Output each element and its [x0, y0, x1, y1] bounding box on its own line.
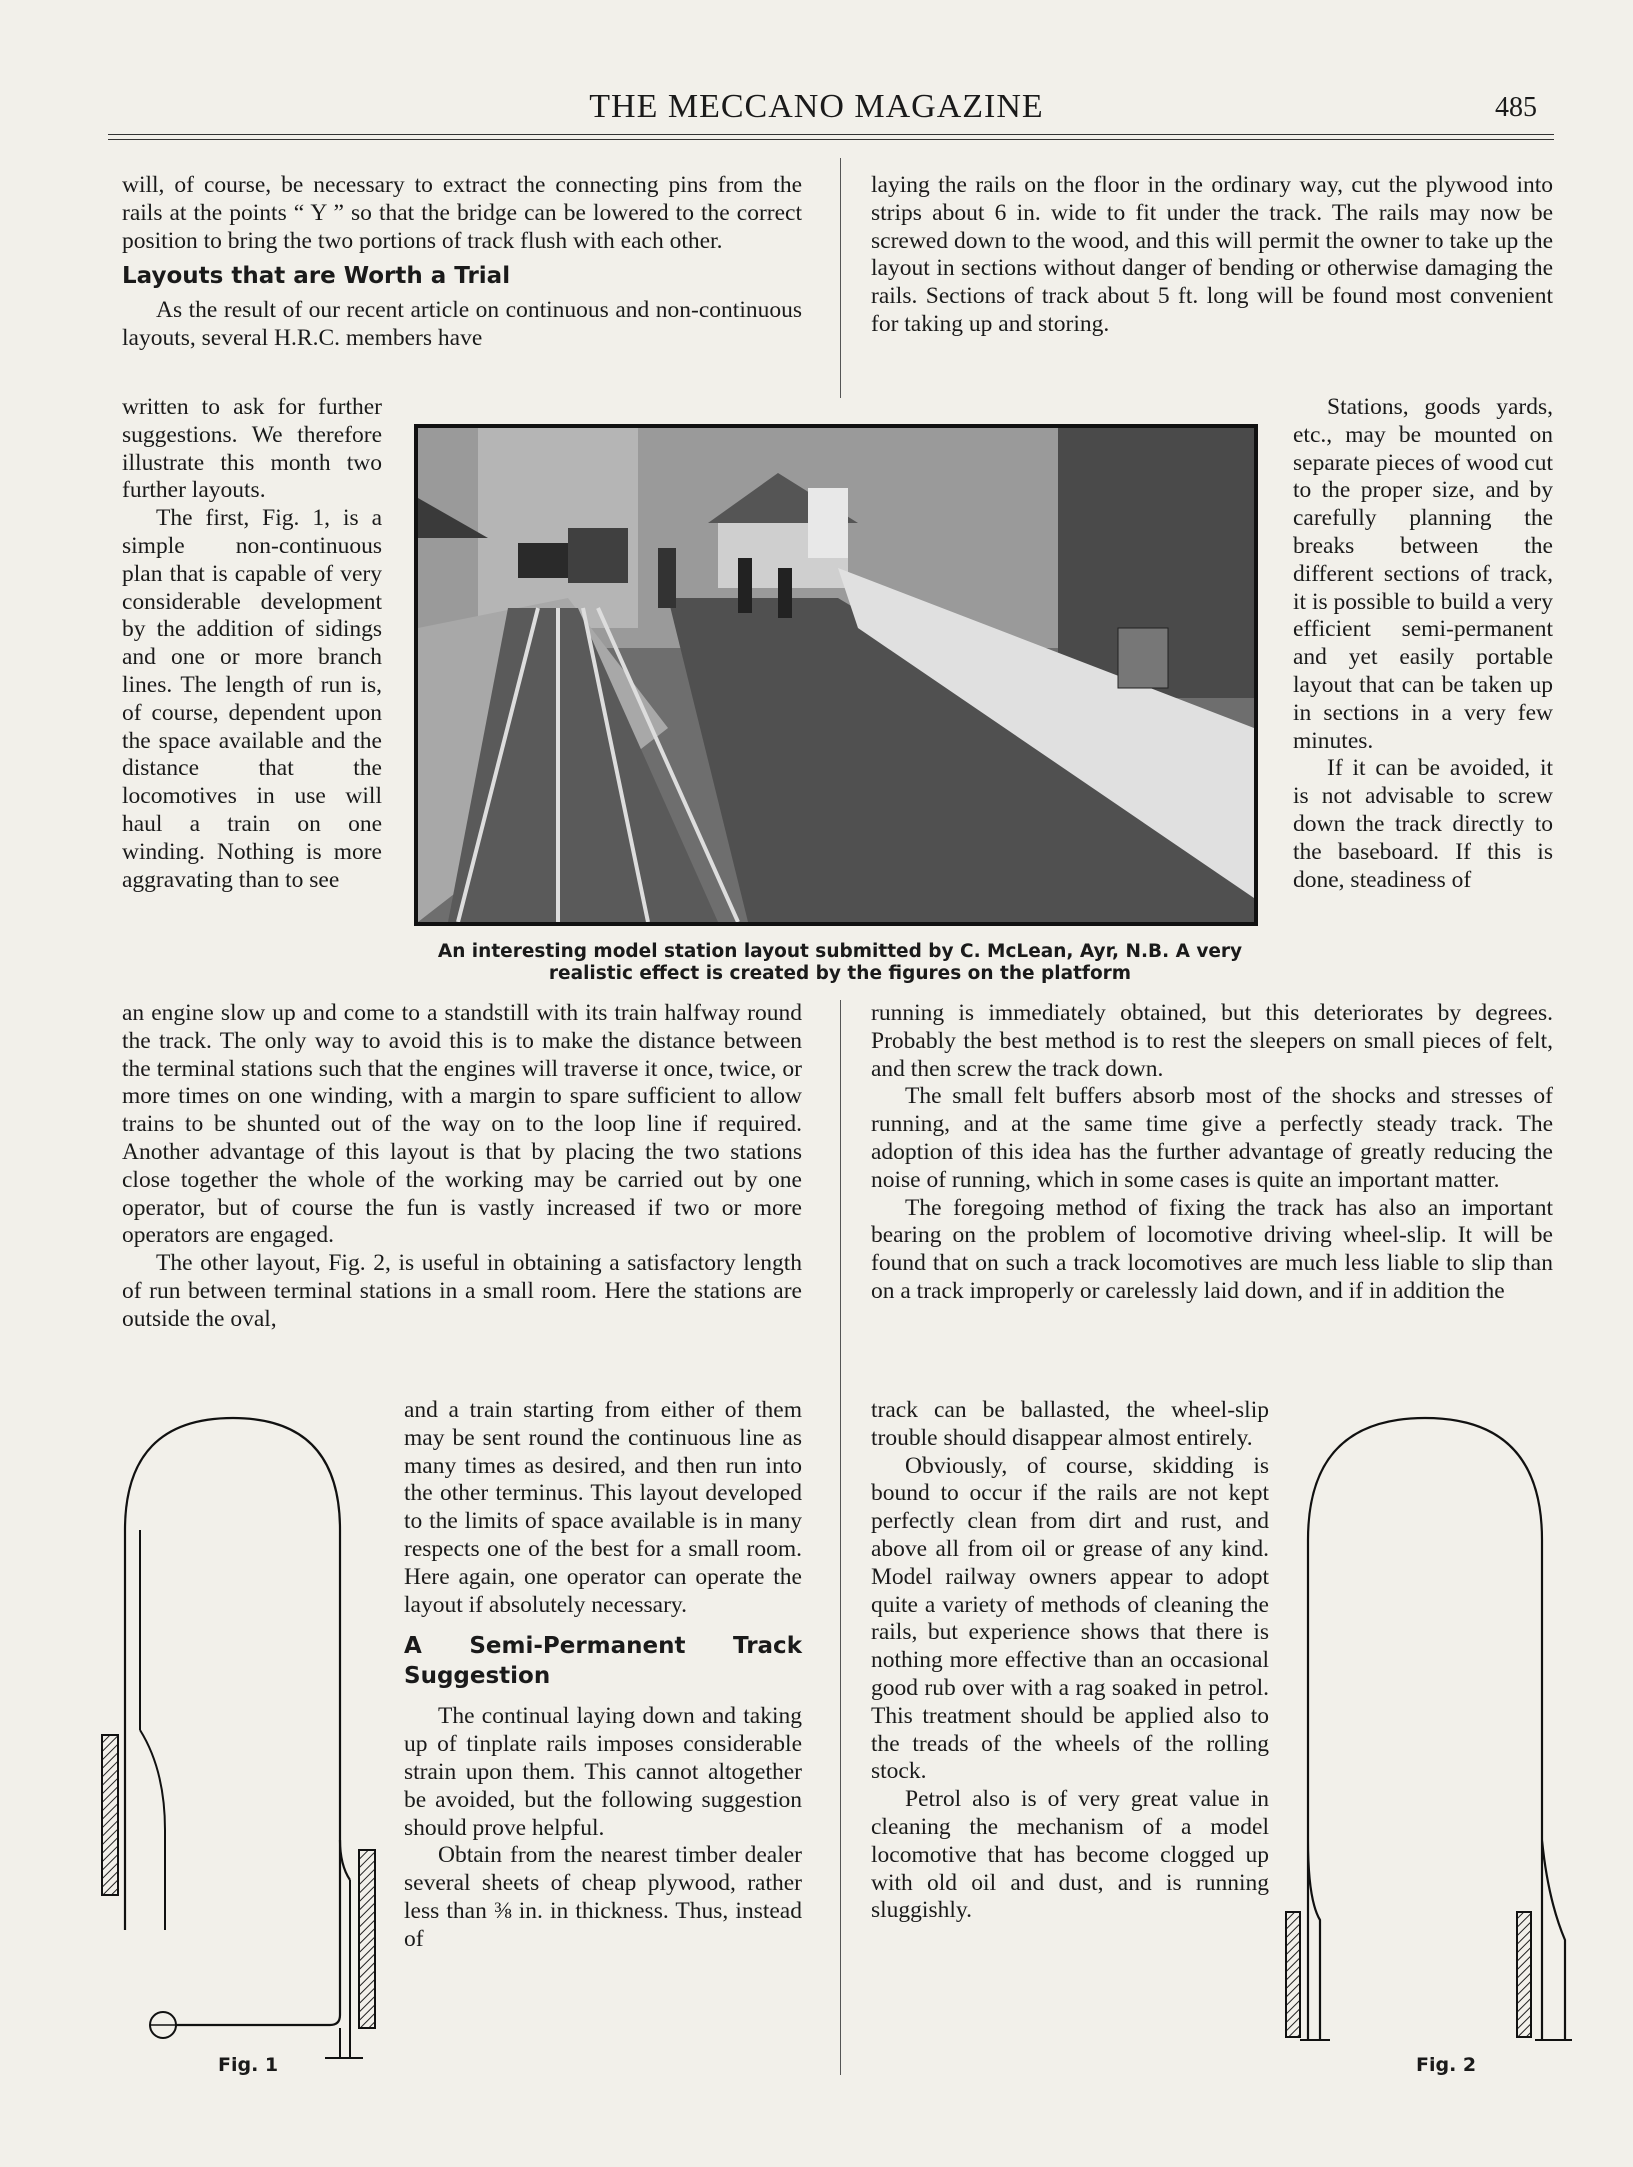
- station-photo-illustration: [418, 428, 1254, 922]
- magazine-title: THE MECCANO MAGAZINE: [589, 88, 1044, 125]
- paragraph-petrol: Petrol also is of very great value in cleaning the mechanism of a model locomotive that has become clogged up with old oil and dust, and is running sluggishly.: [871, 1786, 1269, 1924]
- right-column-top: [871, 172, 1553, 339]
- paragraph-wheel-slip: The foregoing method of fixing the track has also an important bearing on the problem of locomotive driving wheel-slip. It will be found that on such a track locomotives are much less liable to slip than on a track improperly or carelessly laid down, and if in addition the: [871, 1194, 1553, 1304]
- left-column-middle: [122, 1000, 802, 1334]
- column-divider-bottom: [840, 1000, 841, 2075]
- section-heading-semi-permanent: A Semi-Permanent Track Suggestion: [404, 1633, 802, 1690]
- left-narrow-column: [122, 394, 382, 894]
- paragraph-laying-rails: laying the rails on the floor in the ordinary way, cut the plywood into strips about 6 in. wide to fit under the track. The rails may now be screwed down to the wood, and this will permit the owner to take up the layout in sections without danger of bending or otherwise damaging the rails. Sections of track about 5 ft. long will be found most convenient for taking up and storing.: [871, 172, 1553, 337]
- paragraph-fig1-continued: an engine slow up and come to a standstill with its train halfway round the track. The only way to avoid this is to make the distance between the terminal stations such that the engines will traverse it once, twice, or more times on one winding, with a margin to spare sufficient to allow trains to be shunted out of the way on to the loop line if required. Another advantage of this layout is that by placing the two stations close together the whole of the working may be carried out by one operator, but of course the fun is vastly increased if two or more operators are engaged.: [122, 1000, 802, 1249]
- paragraph-cleaning: Obviously, of course, skidding is bound to occur if the rails are not kept perfectly clean from dirt and rust, and above all from oil or grease of any kind. Model railway owners appear to adopt quite a variety of methods of cleaning the rails, but experience shows that there is nothing more effective than an occasional good rub over with a rag soaked in petrol. This treatment should be applied also to the treads of the wheels of the rolling stock.: [871, 1452, 1269, 1785]
- page-number: 485: [1495, 92, 1537, 123]
- paragraph-felt-buffers: The small felt buffers absorb most of the shocks and stresses of running, and at the same time give a perfectly steady track. The adoption of this idea has the further advantage of greatly reducing the noise of running, which in some cases is quite an important matter.: [871, 1083, 1553, 1193]
- right-column-lower: [871, 1397, 1269, 1925]
- paragraph-fig2-intro: The other layout, Fig. 2, is useful in obtaining a satisfactory length of run between terminal stations in a small room. Here the stations are outside the oval,: [122, 1250, 802, 1332]
- figure-2-layout-diagram: [1280, 1400, 1580, 2070]
- left-column-top: [122, 172, 802, 353]
- column-divider-top: [840, 158, 841, 398]
- paragraph-stations: Stations, goods yards, etc., may be mounted on separate pieces of wood cut to the proper size, and by carefully planning the breaks between the different sections of track, it is possible to build a very efficient semi-permanent and yet easily portable layout that can be taken up in sections in a very few minutes.: [1293, 394, 1553, 754]
- photo-caption: [405, 941, 1275, 985]
- paragraph-felt: running is immediately obtained, but this deteriorates by degrees. Probably the best method is to rest the sleepers on small pieces of felt, and then screw the track down.: [871, 1000, 1553, 1082]
- paragraph-fig2-continued: and a train starting from either of them may be sent round the continuous line as many times as desired, and then run into the other terminus. This layout developed to the limits of space available is in many respects one of the best for a small room. Here again, one operator can operate the layout if absolutely necessary.: [404, 1397, 802, 1618]
- paragraph-layouts-intro: As the result of our recent article on continuous and non-continuous layouts, several H.R.C. members have: [122, 297, 802, 352]
- figure-1-label: Fig. 1: [218, 2054, 279, 2076]
- right-column-middle: [871, 1000, 1553, 1306]
- paragraph-fig1-description: The first, Fig. 1, is a simple non-continuous plan that is capable of very considerable development by the addition of sidings and one or more branch lines. The length of run is, of course, dependent upon the space available and the distance that the locomotives in use will haul a train on one winding. Nothing is more aggravating than to see: [122, 505, 382, 893]
- photo-caption-line2: realistic effect is created by the figures on the platform: [548, 963, 1132, 984]
- intro-paragraph: will, of course, be necessary to extract the connecting pins from the rails at the points “ Y ” so that the bridge can be lowered to the correct position to bring the two portions of track flush with each other.: [122, 172, 802, 254]
- paragraph-suggestions: written to ask for further suggestions. We therefore illustrate this month two further layouts.: [122, 394, 382, 504]
- section-heading-layouts: Layouts that are Worth a Trial: [122, 263, 511, 290]
- figure-1-layout-diagram: [95, 1410, 385, 2070]
- right-narrow-column: [1293, 394, 1553, 894]
- station-layout-photo: [414, 424, 1258, 926]
- header-rule-bottom: [108, 139, 1554, 140]
- paragraph-ballast: track can be ballasted, the wheel-slip trouble should disappear almost entirely.: [871, 1397, 1269, 1451]
- header-rule-top: [108, 134, 1554, 135]
- paragraph-tinplate-rails: The continual laying down and taking up of tinplate rails imposes considerable strain upon them. This cannot altogether be avoided, but the following suggestion should prove helpful.: [404, 1703, 802, 1841]
- photo-caption-line1: An interesting model station layout submitted by C. McLean, Ayr, N.B. A very: [437, 941, 1243, 962]
- left-column-lower: [404, 1397, 802, 1954]
- paragraph-baseboard: If it can be avoided, it is not advisable to screw down the track directly to the baseboard. If this is done, steadiness of: [1293, 755, 1553, 893]
- paragraph-plywood: Obtain from the nearest timber dealer several sheets of cheap plywood, rather less than ⅜ in. in thickness. Thus, instead of: [404, 1842, 802, 1952]
- figure-2-label: Fig. 2: [1416, 2054, 1477, 2076]
